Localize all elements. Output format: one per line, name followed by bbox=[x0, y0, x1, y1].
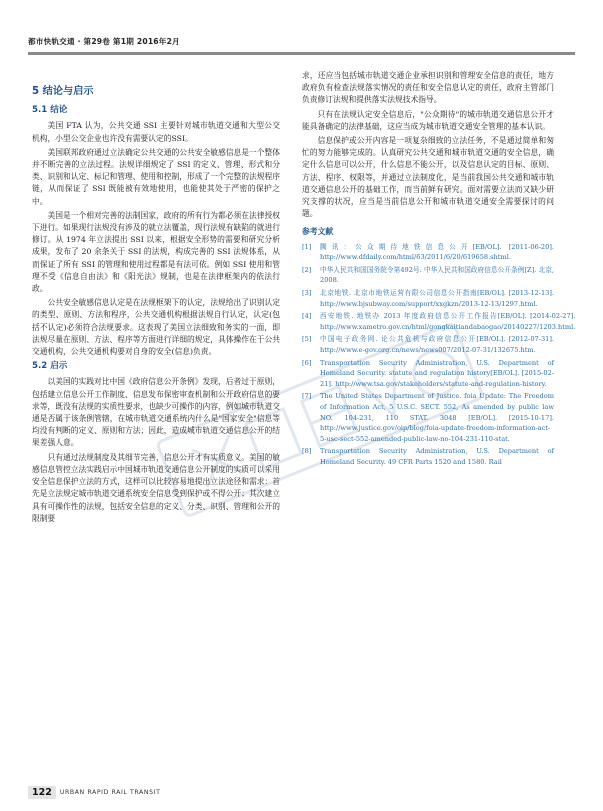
reference-text: 中国电子政务网. 论公共危机与政府信息公开[EB/OL]. [2012-07-31]. http://www.e-gov.org.cn/news/news007/2012-07-31/132675.htm. bbox=[320, 335, 554, 354]
page-number: 122 bbox=[28, 786, 56, 799]
reference-text: The United States Department of Justice. foia Update: The Freedom of Information Act, 5 U.S.C. SECT. 552, As amended by public law NO. 104-231, 110 STAT. 3048 [EB/OL]. [2015-10-17]. http://www.justice.gov/oip/blog/foia-update-freedom-information-act-5-usc-sect-552-amended-public-law-no-104-231-110-stat. bbox=[320, 392, 554, 443]
paragraph: 信息保护或公开内容是一项复杂细致的立法任务，不是通过简单和匆忙的努力能够完成的。认真研究公共交通和城市轨道交通的安全信息，确定什么信息可以公开，什么信息不能公开，以及信息认定的目标、原则、方法、程序、权限等，并通过立法制度化，是当前我国公共交通和城市轨道交通信息公开的基础工作，而当前鲜有研究。面对需要立法而又缺少研究支撑的状况，应当是当前信息公开和城市轨道交通安全需要探讨的问题。 bbox=[302, 136, 554, 219]
reference-item bbox=[302, 334, 554, 355]
reference-text: Transportation Security Administration, U.S. Department of Homeland Security. statute and regulation history[EB/OL]. [2015-02-21]. http://www.tsa.gov/stakeholders/statute-and-regulation-history. bbox=[320, 358, 554, 388]
paragraph: 求，还应当包括城市轨道交通企业承担识别和管理安全信息的责任，地方政府负有检查法规落实情况的责任和安全信息认定的责任，政府主管部门负责修订法规和提供落实法规技术指导。 bbox=[302, 71, 554, 105]
page-footer bbox=[28, 786, 160, 799]
reference-item bbox=[302, 391, 554, 444]
reference-item bbox=[302, 311, 576, 332]
left-column bbox=[32, 86, 280, 527]
reference-item bbox=[302, 265, 554, 286]
reference-text: 西安地铁. 地铁办 2013 年度政府信息公开工作报告[EB/OL]. [2014-02-27]. http://www.xametro.gov.cn/html/gongkaitiandabaogao/20140227/1203.html. bbox=[320, 312, 576, 331]
running-head bbox=[28, 36, 575, 47]
paragraph: 美国是一个相对完善的法制国家，政府的所有行为都必须在法律授权下进行。如果现行法规没有涉及的就立法覆盖，现行法规有缺陷的就进行修订。从 1974 年立法提出 SSI 以来，根据安全形势的需要和研究分析成果，发布了 20 余条关于 SSI 的法规，构成完善的 SSI 法规体系，从而保证了所有 SSI 的管理和使用过程都是有法可依。例如 SSI 使用和管理不受《信息自由法》和《阳光法》规制，也是在法律框架内的依法行政。 bbox=[32, 210, 281, 294]
right-column bbox=[302, 70, 576, 470]
paragraph: 公共安全敏感信息认定是在法规框架下的认定，法规给出了识别认定的类型、原则、方法和程序，公共交通机构根据法规自行认定，认定(包括不认定)必须符合法规要求。这表现了美国立法细致和务实的一面，即法规尽量在原则、方法、程序等方面进行详细的规定，具体操作在于公共交通机构，公共交通机构要对自身的安全(信息)负责。 bbox=[32, 298, 281, 357]
reference-number: [5] bbox=[302, 335, 312, 344]
subsection-title-implication: 5.2 启示 bbox=[32, 361, 68, 372]
header-rule bbox=[28, 52, 575, 55]
reference-number: [3] bbox=[302, 289, 312, 298]
section-title: 5 结论与启示 bbox=[32, 86, 94, 97]
reference-number: [1] bbox=[302, 242, 312, 251]
reference-item bbox=[302, 446, 554, 467]
paragraph: 以美国的实践对比中国《政府信息公开条例》发现，后者过于原则，包括建立信息公开工作制度、信息发布保密审查机制和公开政府信息的要求等，既没有法规的实质性要求，也缺少可操作的内容，例如城市轨道交通是否属于该条例管辖，在城市轨道交通系统内什么是"国家安全"信息等均没有判断的定义、原则和方法；因此，造成城市轨道交通信息公开的结果差强人意。 bbox=[32, 377, 281, 448]
reference-number: [4] bbox=[302, 312, 312, 321]
reference-text: 中华人民共和国国务院令第492号. 中华人民共和国政府信息公开条例[Z]. 北京, 2008. bbox=[320, 265, 554, 285]
reference-number: [8] bbox=[302, 447, 312, 456]
paragraph: 美国 FTA 认为，公共交通 SSI 主要针对城市轨道交通和大型公交机构，小型公交企业也许没有需要认定的SSI。 bbox=[32, 121, 280, 143]
running-head-text: 都市快轨交通 · 第29卷 第1期 2016年2月 bbox=[28, 37, 180, 46]
subsection-title-conclusion: 5.1 结论 bbox=[32, 105, 68, 116]
paragraph: 美国联邦政府通过立法确定公共交通的公共安全敏感信息是一个整体并不断完善的立法过程。法规详细规定了 SSI 的定义、管理、形式和分类、识别和认定、标记和管理、使用和控制，形成了一个完整的法规程序链，从而保证了 SSI 既能被有效地使用，也能使其处于严密的保护之中。 bbox=[32, 147, 281, 206]
reference-item bbox=[302, 242, 554, 263]
reference-text: 北京地铁. 北京市地铁运营有限公司信息公开指南[EB/OL]. [2013-12-13]. http://www.bjsubway.com/support/xxgkzn/2013-12-13/1297.html. bbox=[320, 289, 554, 308]
references-title: 参考文献 bbox=[302, 227, 334, 237]
reference-text: Transportation Security Administration, U.S. Department of Homeland Security. 49 CFR Parts 1520 and 1580. Rail bbox=[320, 447, 554, 466]
journal-name-en: URBAN RAPID RAIL TRANSIT bbox=[59, 789, 161, 796]
paragraph: 只有在法规认定安全信息后，"公众期待"的城市轨道交通信息公开才能具备确定的法律基础，这应当成为城市轨道交通安全管理的基本认识。 bbox=[302, 109, 554, 131]
reference-number: [2] bbox=[302, 265, 312, 274]
reference-number: [6] bbox=[302, 358, 312, 367]
reference-list bbox=[302, 242, 576, 468]
paragraph: 只有通过法规制度及其细节完善，信息公开才有实质意义。美国的敏感信息管控立法实践启示中国城市轨道交通信息公开制度的实质可以采用安全信息保护立法的方式，这样可以比较容易地提出立法途径和需求：首先是立法规定城市轨道交通系统安全信息受到保护或不得公开；其次建立具有可操作性的法规，包括安全信息的定义、分类、识别、管理和公开的限制要 bbox=[32, 452, 281, 523]
reference-item bbox=[302, 288, 554, 309]
reference-text: 腾讯：公众期待地铁信息公开[EB/OL]. [2011-06-20]. http://www.dfdaily.com/html/63/2011/6/20/619658.shtml. bbox=[320, 242, 554, 262]
reference-item bbox=[302, 358, 554, 390]
reference-number: [7] bbox=[302, 392, 312, 401]
